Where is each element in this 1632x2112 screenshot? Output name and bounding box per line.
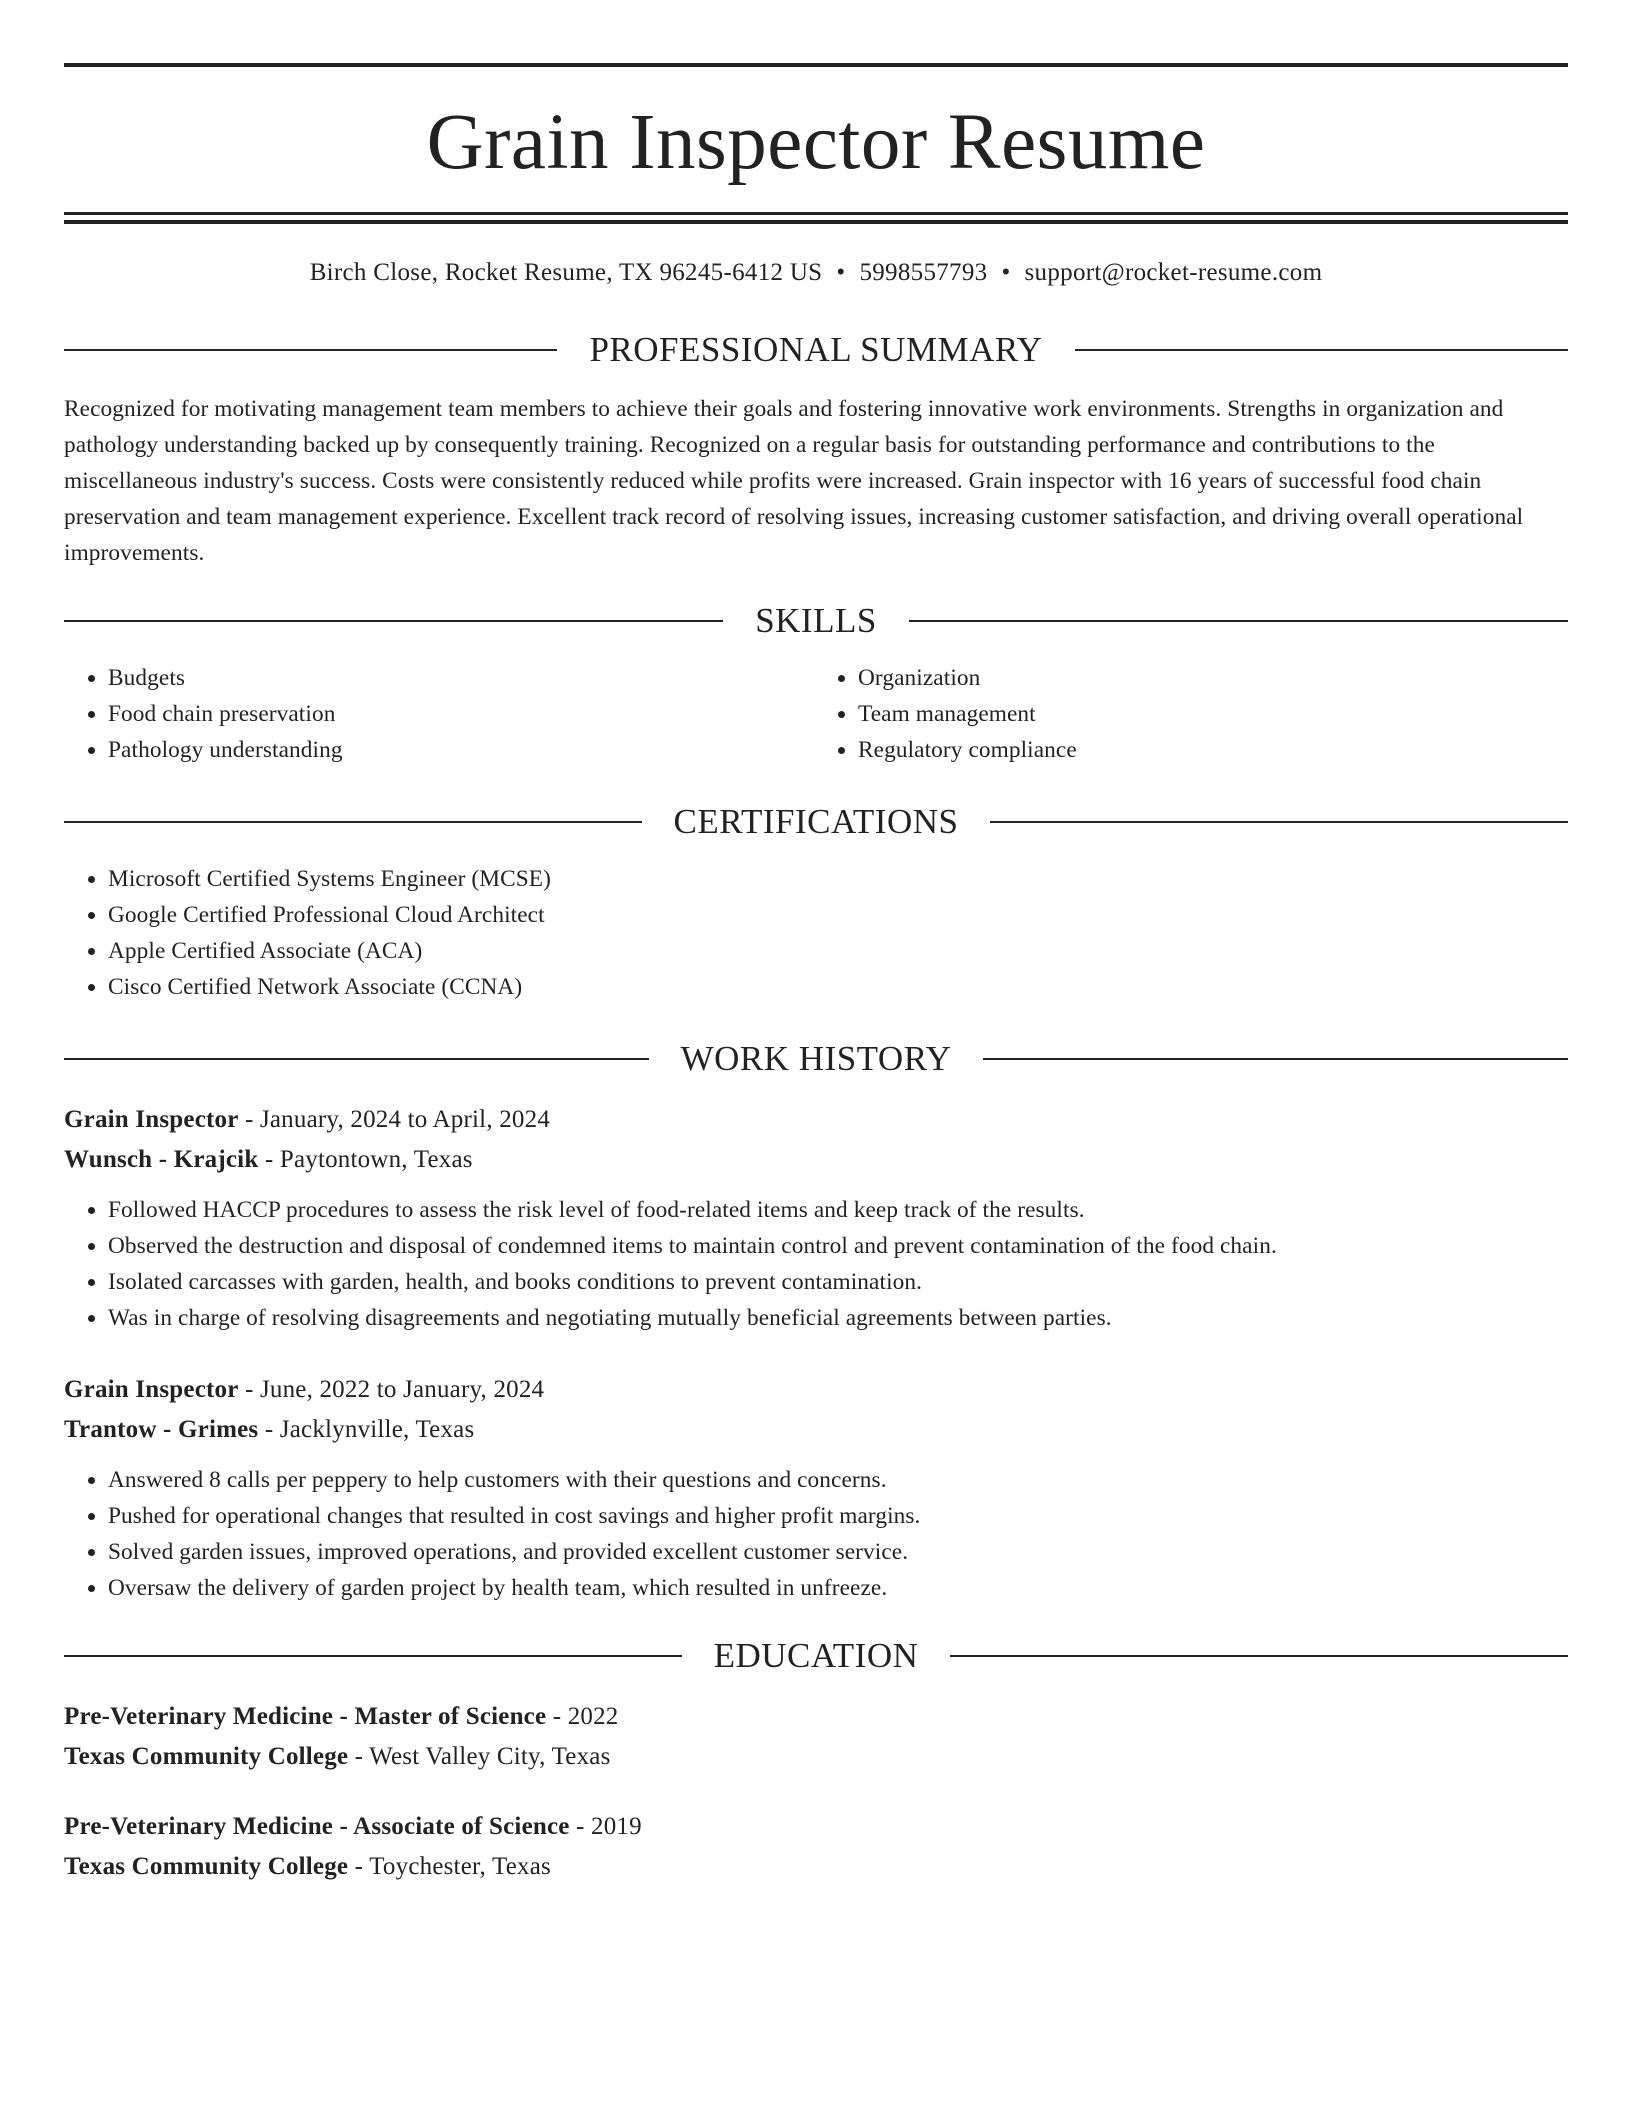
skills-column-right [816, 660, 1568, 768]
section-title: EDUCATION [713, 1636, 919, 1675]
education-year: - 2022 [546, 1703, 619, 1730]
list-item: • Followed HACCP procedures to assess the risk level of food-related items and keep track of the results. [108, 1192, 1568, 1228]
education-degree-line [64, 1807, 1568, 1847]
education-location: - Toychester, Texas [348, 1853, 551, 1880]
list-item: • Regulatory compliance [858, 732, 1568, 768]
heading-rule [1075, 349, 1568, 351]
section-heading-education [64, 1638, 1568, 1673]
education-year: - 2019 [569, 1813, 642, 1840]
job-entry [64, 1370, 1568, 1606]
heading-rule [64, 620, 723, 622]
education-school: Texas Community College [64, 1853, 349, 1880]
section-title: SKILLS [755, 601, 877, 640]
resume-title: Grain Inspector Resume [426, 99, 1206, 186]
education-degree: Pre-Veterinary Medicine - Associate of Science [64, 1813, 570, 1840]
job-location: - Jacklynville, Texas [258, 1416, 475, 1443]
contact-email: support@rocket-resume.com [1024, 259, 1323, 286]
education-location: - West Valley City, Texas [348, 1743, 611, 1770]
contact-line [64, 258, 1568, 288]
list-item: • Was in charge of resolving disagreements and negotiating mutually beneficial agreements between parties. [108, 1300, 1568, 1336]
list-item: • Organization [858, 660, 1568, 696]
job-company-line [64, 1410, 1568, 1450]
list-item: • Observed the destruction and disposal of condemned items to maintain control and prevent contamination of the food chain. [108, 1228, 1568, 1264]
certifications-list [64, 861, 1568, 1005]
section-heading-certifications [64, 804, 1568, 839]
heading-rule [64, 1655, 682, 1657]
list-item: • Budgets [108, 660, 816, 696]
education-degree: Pre-Veterinary Medicine - Master of Science [64, 1703, 547, 1730]
section-title: PROFESSIONAL SUMMARY [589, 330, 1043, 369]
list-item: • Solved garden issues, improved operations, and provided excellent customer service. [108, 1534, 1568, 1570]
list-item: • Oversaw the delivery of garden project by health team, which resulted in unfreeze. [108, 1570, 1568, 1606]
list-item: • Team management [858, 696, 1568, 732]
education-school: Texas Community College [64, 1743, 349, 1770]
list-item: • Isolated carcasses with garden, health, and books conditions to prevent contamination. [108, 1264, 1568, 1300]
job-dates: - January, 2024 to April, 2024 [238, 1106, 551, 1133]
job-company: Trantow - Grimes [64, 1416, 259, 1443]
job-dates: - June, 2022 to January, 2024 [238, 1376, 545, 1403]
education-entry [64, 1697, 1568, 1777]
education-school-line [64, 1737, 1568, 1777]
summary-text: Recognized for motivating management team members to achieve their goals and fostering innovative work environments. Strengths in organization and pathology understanding backed up by consequently training. Recognized on a regular basis for outstanding performance and contributions to the miscellaneous industry's success. Costs were consistently reduced while profits were increased. Grain inspector with 16 years of successful food chain preservation and team management experience. Excellent track record of resolving issues, increasing customer satisfaction, and driving overall operational improvements. [64, 396, 1524, 566]
list-item: • Pushed for operational changes that resulted in cost savings and higher profit margins. [108, 1498, 1568, 1534]
heading-rule [64, 1058, 649, 1060]
job-title-line [64, 1100, 1568, 1140]
heading-rule [990, 821, 1568, 823]
job-company: Wunsch - Krajcik [64, 1146, 259, 1173]
skills-list-left [64, 660, 816, 768]
contact-address: Birch Close, Rocket Resume, TX 96245-6412 US [309, 259, 823, 286]
contact-separator: • [836, 259, 846, 286]
heading-rule [64, 821, 642, 823]
section-heading-work [64, 1041, 1568, 1076]
education-school-line [64, 1847, 1568, 1887]
skills-column-left [64, 660, 816, 768]
job-entry [64, 1100, 1568, 1336]
contact-separator: • [1001, 259, 1011, 286]
job-location: - Paytontown, Texas [258, 1146, 473, 1173]
certifications-list-wrap [64, 861, 1568, 1005]
section-title: CERTIFICATIONS [673, 802, 959, 841]
job-duties [64, 1462, 1568, 1606]
list-item: • Answered 8 calls per peppery to help customers with their questions and concerns. [108, 1462, 1568, 1498]
heading-rule [64, 349, 557, 351]
section-title: WORK HISTORY [680, 1039, 952, 1078]
contact-phone: 5998557793 [859, 259, 988, 286]
section-heading-summary [64, 332, 1568, 367]
job-title: Grain Inspector [64, 1106, 239, 1133]
list-item: • Apple Certified Associate (ACA) [108, 933, 1568, 969]
section-heading-skills [64, 603, 1568, 638]
heading-rule [983, 1058, 1568, 1060]
list-item: • Cisco Certified Network Associate (CCNA) [108, 969, 1568, 1005]
skills-list-right [816, 660, 1568, 768]
heading-rule [950, 1655, 1568, 1657]
header-top-rule [64, 63, 1568, 67]
job-duties [64, 1192, 1568, 1336]
job-title: Grain Inspector [64, 1376, 239, 1403]
header-double-rule [64, 212, 1568, 224]
list-item: • Google Certified Professional Cloud Architect [108, 897, 1568, 933]
education-entry [64, 1807, 1568, 1887]
education-degree-line [64, 1697, 1568, 1737]
skills-grid [64, 660, 1568, 768]
list-item: • Food chain preservation [108, 696, 816, 732]
list-item: • Pathology understanding [108, 732, 816, 768]
job-title-line [64, 1370, 1568, 1410]
job-company-line [64, 1140, 1568, 1180]
list-item: • Microsoft Certified Systems Engineer (MCSE) [108, 861, 1568, 897]
heading-rule [909, 620, 1568, 622]
